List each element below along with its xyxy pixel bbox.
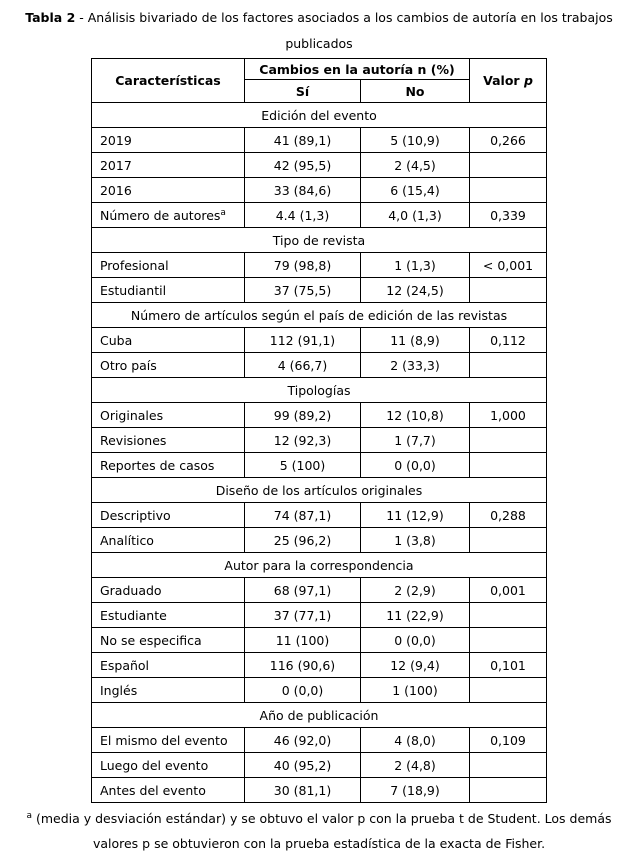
- row-label: Español: [91, 653, 244, 678]
- cell-no: 1 (3,8): [360, 528, 469, 553]
- table-row: [91, 603, 546, 628]
- section-row: [91, 103, 546, 128]
- table-row: [91, 453, 546, 478]
- cell-valor-p: 0,101: [470, 653, 547, 678]
- row-label: Cuba: [91, 328, 244, 353]
- table-row: [91, 753, 546, 778]
- row-label: Inglés: [91, 678, 244, 703]
- cell-no: 1 (1,3): [360, 253, 469, 278]
- table-row: [91, 328, 546, 353]
- row-label: El mismo del evento: [91, 728, 244, 753]
- cell-valor-p: [470, 778, 547, 803]
- cell-si: 25 (96,2): [244, 528, 360, 553]
- cell-no: 2 (33,3): [360, 353, 469, 378]
- valor-label: Valor: [483, 73, 524, 88]
- section-title: Edición del evento: [91, 103, 546, 128]
- table-body: [91, 103, 546, 803]
- row-label: Número de autores$^a$: [91, 203, 244, 228]
- cell-valor-p: [470, 278, 547, 303]
- cell-no: 1 (7,7): [360, 428, 469, 453]
- cell-si: 112 (91,1): [244, 328, 360, 353]
- section-row: [91, 303, 546, 328]
- cell-valor-p: [470, 453, 547, 478]
- cell-si: 4 (66,7): [244, 353, 360, 378]
- row-label: Originales: [91, 403, 244, 428]
- footnote-marker: a: [26, 810, 32, 821]
- cell-si: 99 (89,2): [244, 403, 360, 428]
- cell-valor-p: 0,112: [470, 328, 547, 353]
- cell-no: 4,0 (1,3): [360, 203, 469, 228]
- table-row: [91, 503, 546, 528]
- cell-valor-p: 0,288: [470, 503, 547, 528]
- section-row: [91, 228, 546, 253]
- cell-no: 11 (12,9): [360, 503, 469, 528]
- cell-no: 12 (24,5): [360, 278, 469, 303]
- cell-si: 4.4 (1,3): [244, 203, 360, 228]
- cell-valor-p: [470, 753, 547, 778]
- cell-no: 0 (0,0): [360, 628, 469, 653]
- row-label: 2017: [91, 153, 244, 178]
- row-label: Profesional: [91, 253, 244, 278]
- cell-valor-p: 0,001: [470, 578, 547, 603]
- table-row: [91, 278, 546, 303]
- table-caption-text: - Análisis bivariado de los factores asociados a los cambios de autoría en los trabajos publicados: [75, 10, 613, 51]
- row-label: Antes del evento: [91, 778, 244, 803]
- cell-si: 33 (84,6): [244, 178, 360, 203]
- table-row: [91, 253, 546, 278]
- valor-p-symbol: p: [523, 73, 533, 88]
- cell-valor-p: [470, 153, 547, 178]
- cell-no: 4 (8,0): [360, 728, 469, 753]
- cell-si: 5 (100): [244, 453, 360, 478]
- footnote-text: (media y desviación estándar) y se obtuvo el valor p con la prueba t de Student. Los demás valores p se obtuvieron con la prueba estadística de la exacta de Fisher.: [31, 811, 612, 851]
- table-row: [91, 628, 546, 653]
- col-header-yes: Sí: [244, 80, 360, 103]
- cell-no: 6 (15,4): [360, 178, 469, 203]
- section-row: [91, 553, 546, 578]
- section-title: Autor para la correspondencia: [91, 553, 546, 578]
- cell-si: 40 (95,2): [244, 753, 360, 778]
- table-row: [91, 578, 546, 603]
- cell-si: 41 (89,1): [244, 128, 360, 153]
- cell-valor-p: 0,266: [470, 128, 547, 153]
- table-header: [91, 59, 546, 103]
- table-row: [91, 528, 546, 553]
- cell-valor-p: [470, 603, 547, 628]
- table-row: [91, 778, 546, 803]
- table-row: [91, 403, 546, 428]
- cell-valor-p: < 0,001: [470, 253, 547, 278]
- cell-si: 46 (92,0): [244, 728, 360, 753]
- row-label: Analítico: [91, 528, 244, 553]
- section-title: Número de artículos según el país de edición de las revistas: [91, 303, 546, 328]
- cell-no: 2 (4,5): [360, 153, 469, 178]
- row-label: Estudiantil: [91, 278, 244, 303]
- section-title: Tipologías: [91, 378, 546, 403]
- row-label: Revisiones: [91, 428, 244, 453]
- section-row: [91, 478, 546, 503]
- cell-no: 7 (18,9): [360, 778, 469, 803]
- cell-valor-p: [470, 428, 547, 453]
- table-row: [91, 678, 546, 703]
- col-header-no: No: [360, 80, 469, 103]
- cell-si: 74 (87,1): [244, 503, 360, 528]
- row-label: 2019: [91, 128, 244, 153]
- cell-no: 1 (100): [360, 678, 469, 703]
- table-row: [91, 128, 546, 153]
- cell-si: 42 (95,5): [244, 153, 360, 178]
- col-header-group: Cambios en la autoría n (%): [244, 59, 469, 80]
- table-caption: [0, 5, 638, 57]
- table-row: [91, 203, 546, 228]
- cell-no: 11 (8,9): [360, 328, 469, 353]
- bivariate-analysis-table: [91, 58, 547, 803]
- cell-si: 0 (0,0): [244, 678, 360, 703]
- cell-no: 2 (4,8): [360, 753, 469, 778]
- table-row: [91, 153, 546, 178]
- cell-no: 2 (2,9): [360, 578, 469, 603]
- cell-no: 5 (10,9): [360, 128, 469, 153]
- cell-valor-p: 0,109: [470, 728, 547, 753]
- row-label: Graduado: [91, 578, 244, 603]
- cell-si: 11 (100): [244, 628, 360, 653]
- cell-si: 30 (81,1): [244, 778, 360, 803]
- table-row: [91, 728, 546, 753]
- cell-si: 116 (90,6): [244, 653, 360, 678]
- cell-si: 79 (98,8): [244, 253, 360, 278]
- cell-valor-p: 1,000: [470, 403, 547, 428]
- cell-si: 37 (75,5): [244, 278, 360, 303]
- table-row: [91, 653, 546, 678]
- cell-no: 12 (9,4): [360, 653, 469, 678]
- section-row: [91, 703, 546, 728]
- cell-no: 12 (10,8): [360, 403, 469, 428]
- cell-valor-p: [470, 628, 547, 653]
- section-title: Tipo de revista: [91, 228, 546, 253]
- col-header-valor-p: [470, 59, 547, 103]
- table-caption-label: Tabla 2: [25, 10, 76, 25]
- table-row: [91, 428, 546, 453]
- cell-no: 11 (22,9): [360, 603, 469, 628]
- row-label: Otro país: [91, 353, 244, 378]
- table-row: [91, 353, 546, 378]
- row-label: No se especifica: [91, 628, 244, 653]
- cell-si: 68 (97,1): [244, 578, 360, 603]
- header-row-1: [91, 59, 546, 80]
- cell-si: 37 (77,1): [244, 603, 360, 628]
- row-label: 2016: [91, 178, 244, 203]
- cell-valor-p: [470, 528, 547, 553]
- col-header-characteristics: Características: [91, 59, 244, 103]
- section-title: Año de publicación: [91, 703, 546, 728]
- cell-si: 12 (92,3): [244, 428, 360, 453]
- cell-valor-p: [470, 678, 547, 703]
- row-label: Reportes de casos: [91, 453, 244, 478]
- cell-valor-p: 0,339: [470, 203, 547, 228]
- table-row: [91, 178, 546, 203]
- row-label: Luego del evento: [91, 753, 244, 778]
- row-label: Descriptivo: [91, 503, 244, 528]
- row-label: Estudiante: [91, 603, 244, 628]
- section-title: Diseño de los artículos originales: [91, 478, 546, 503]
- cell-valor-p: [470, 178, 547, 203]
- superscript-marker: a: [220, 207, 226, 218]
- cell-valor-p: [470, 353, 547, 378]
- cell-no: 0 (0,0): [360, 453, 469, 478]
- section-row: [91, 378, 546, 403]
